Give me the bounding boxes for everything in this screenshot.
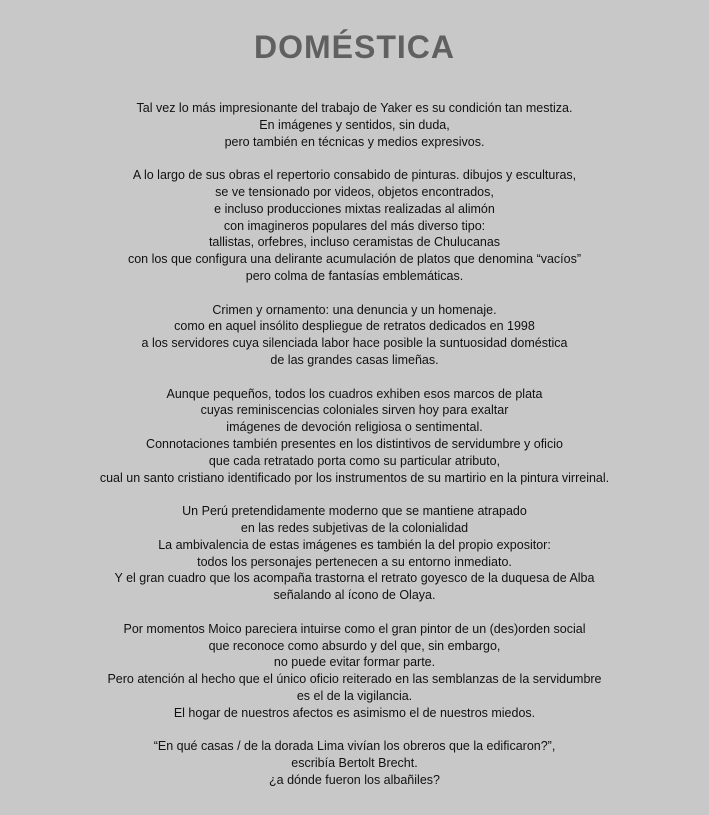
text-line: Pero atención al hecho que el único oficio reiterado en las semblanzas de la servidumbre	[107, 672, 602, 687]
text-line: ¿a dónde fueron los albañiles?	[269, 772, 440, 787]
text-line: no puede evitar formar parte.	[273, 655, 436, 670]
text-line: que reconoce como absurdo y del que, sin embargo,	[208, 638, 501, 653]
text-line: Por momentos Moico pareciera intuirse como el gran pintor de un (des)orden social	[123, 621, 586, 636]
text-line: tallistas, orfebres, incluso ceramistas de Chulucanas	[208, 235, 501, 250]
text-line: El hogar de nuestros afectos es asimismo el de nuestros miedos.	[173, 705, 536, 720]
text-line: Crimen y ornamento: una denuncia y un homenaje.	[212, 302, 497, 317]
text-line: con los que configura una delirante acumulación de platos que denomina “vacíos”	[127, 252, 582, 267]
text-line: En imágenes y sentidos, sin duda,	[259, 117, 450, 132]
text-line: como en aquel insólito despliegue de retratos dedicados en 1998	[174, 319, 535, 334]
paragraph-4	[0, 386, 709, 487]
body-text	[0, 100, 709, 805]
text-line: que cada retratado porta como su particular atributo,	[208, 453, 501, 468]
paragraph-1	[0, 100, 709, 150]
text-line: cuyas reminiscencias coloniales sirven hoy para exaltar	[200, 403, 509, 418]
paragraph-2	[0, 167, 709, 285]
text-line: de las grandes casas limeñas.	[270, 352, 439, 367]
paragraph-5	[0, 503, 709, 604]
text-line: todos los personajes pertenecen a su entorno inmediato.	[197, 554, 512, 569]
text-line: e incluso producciones mixtas realizadas al alimón	[214, 201, 495, 216]
text-line: A lo largo de sus obras el repertorio consabido de pinturas. dibujos y esculturas,	[132, 168, 577, 183]
paragraph-3	[0, 302, 709, 369]
text-line: a los servidores cuya silenciada labor hace posible la suntuosidad doméstica	[141, 336, 568, 351]
text-line: Connotaciones también presentes en los distintivos de servidumbre y oficio	[146, 436, 563, 451]
text-line: en las redes subjetivas de la colonialidad	[240, 520, 469, 535]
text-line: es el de la vigilancia.	[296, 688, 413, 703]
text-line: “En qué casas / de la dorada Lima vivían los obreros que la edificaron?”,	[153, 739, 556, 754]
text-line: Aunque pequeños, todos los cuadros exhiben esos marcos de plata	[166, 386, 543, 401]
text-line: Un Perú pretendidamente moderno que se mantiene atrapado	[182, 504, 527, 519]
page-title: DOMÉSTICA	[254, 29, 455, 65]
text-line: pero también en técnicas y medios expresivos.	[224, 134, 485, 149]
text-line: pero colma de fantasías emblemáticas.	[245, 268, 464, 283]
text-line: señalando al ícono de Olaya.	[273, 588, 436, 603]
text-line: Tal vez lo más impresionante del trabajo de Yaker es su condición tan mestiza.	[136, 101, 573, 115]
text-line: con imagineros populares del más diverso tipo:	[223, 218, 486, 233]
paragraph-7	[0, 738, 709, 788]
paragraph-6	[0, 621, 709, 722]
text-line: imágenes de devoción religiosa o sentimental.	[226, 420, 483, 435]
text-line: se ve tensionado por videos, objetos encontrados,	[215, 184, 494, 199]
text-line: Y el gran cuadro que los acompaña trastorna el retrato goyesco de la duquesa de Alba	[114, 571, 595, 586]
text-line: cual un santo cristiano identificado por los instrumentos de su martirio en la pintura virreinal.	[99, 470, 610, 485]
text-line: escribía Bertolt Brecht.	[291, 756, 418, 771]
text-line: La ambivalencia de estas imágenes es también la del propio expositor:	[158, 537, 551, 552]
